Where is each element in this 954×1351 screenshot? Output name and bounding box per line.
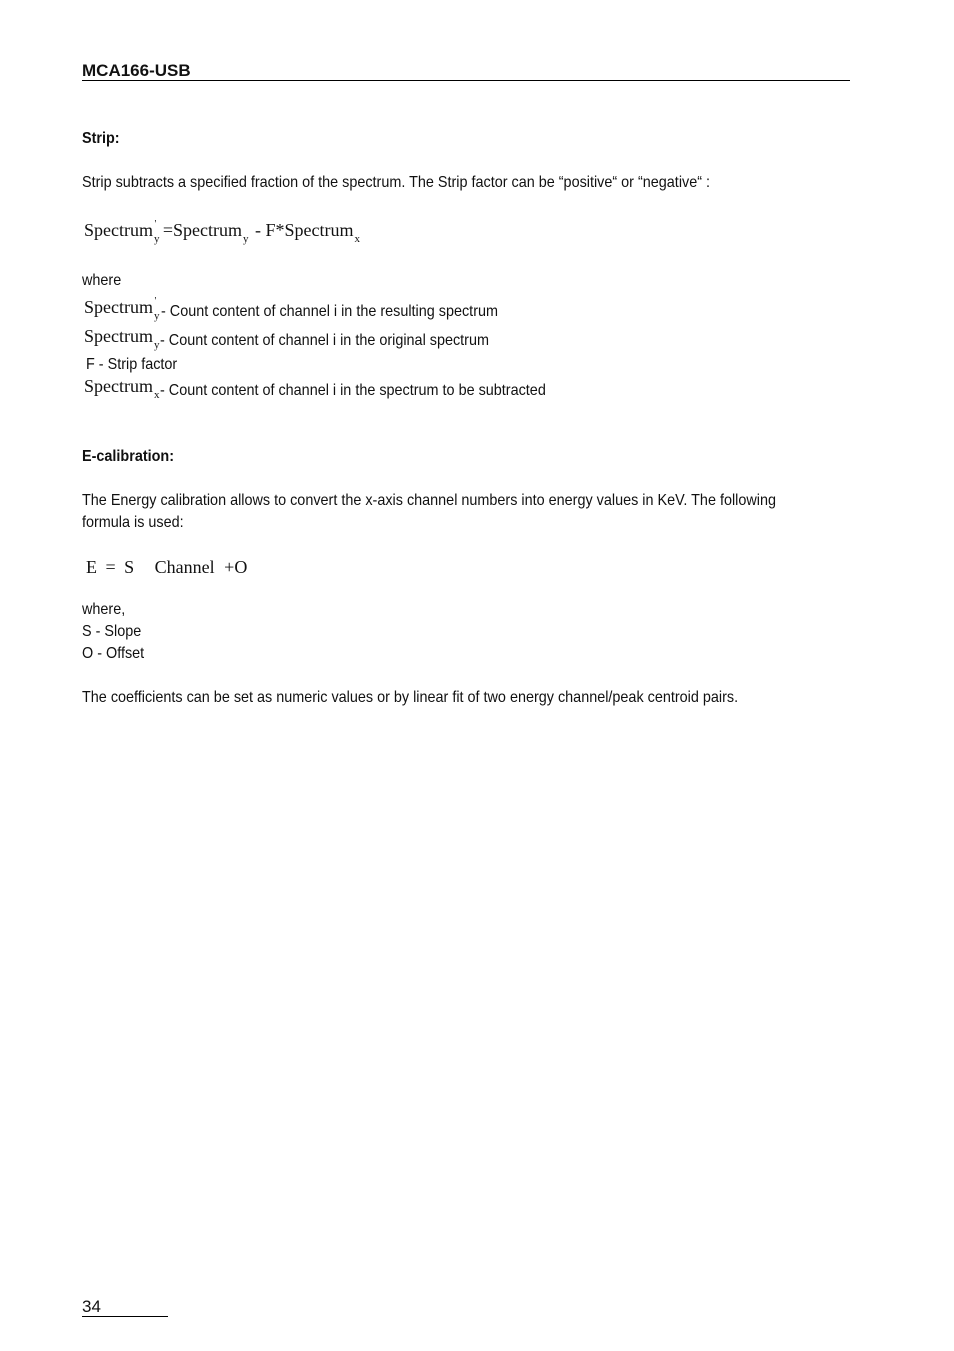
- strip-definition-3: F - Strip factor: [86, 356, 178, 373]
- ecal-intro-line1: The Energy calibration allows to convert the x-axis channel numbers into energy values in KeV. The following: [82, 492, 776, 509]
- definition-text: - Count content of channel i in the original spectrum: [159, 332, 489, 349]
- ecal-def-slope: S - Slope: [82, 623, 142, 640]
- formula-lhs-sup: ': [154, 219, 157, 230]
- ecal-def-offset: O - Offset: [82, 645, 145, 662]
- strip-heading: Strip:: [82, 130, 120, 147]
- formula-o: O: [234, 557, 248, 577]
- strip-intro: Strip subtracts a specified fraction of the spectrum. The Strip factor can be “positive“ or “negative“ :: [82, 174, 711, 191]
- strip-definition-4: [84, 375, 589, 400]
- ecal-note: The coefficients can be set as numeric values or by linear fit of two energy channel/peak centroid pairs.: [82, 689, 739, 706]
- definition-symbol: Spectrum: [84, 326, 153, 346]
- definition-symbol: Spectrum: [84, 376, 153, 396]
- ecal-where: where,: [82, 601, 126, 618]
- formula-equals: =: [162, 220, 173, 240]
- formula-channel: Channel: [154, 557, 215, 577]
- formula-factor: F: [265, 220, 276, 240]
- definition-symbol-sub: y: [154, 339, 160, 351]
- formula-lhs-sub: y: [154, 233, 160, 245]
- page-header-title: MCA166-USB: [82, 61, 191, 80]
- ecal-intro-line2: formula is used:: [82, 514, 184, 531]
- page-number: 34: [82, 1297, 101, 1316]
- header-rule: [82, 80, 850, 81]
- formula-equals: =: [105, 557, 116, 577]
- formula-s: S: [124, 557, 135, 577]
- ecal-formula: [86, 556, 247, 578]
- formula-term2-sub: x: [354, 233, 360, 245]
- strip-definition-2: [84, 325, 526, 350]
- formula-star: *: [275, 220, 285, 240]
- strip-formula: [84, 219, 360, 245]
- definition-text: - Count content of channel i in the resulting spectrum: [160, 303, 498, 320]
- definition-symbol: Spectrum: [84, 297, 153, 317]
- formula-e: E: [86, 557, 97, 577]
- formula-term1-sub: y: [242, 233, 249, 245]
- formula-term2: Spectrum: [284, 220, 354, 240]
- ecal-heading: E-calibration:: [82, 448, 175, 465]
- definition-text: - Count content of channel i in the spectrum to be subtracted: [159, 382, 546, 399]
- footer-rule: [82, 1316, 168, 1317]
- formula-lhs: Spectrum: [84, 220, 153, 240]
- formula-minus: -: [254, 220, 261, 240]
- definition-symbol-sup: ': [154, 296, 157, 307]
- formula-term1: Spectrum: [172, 220, 242, 240]
- strip-where: where: [82, 272, 122, 289]
- definition-symbol-sub: x: [154, 389, 160, 401]
- formula-plus: +: [224, 557, 235, 577]
- definition-symbol-sub: y: [154, 310, 160, 322]
- strip-definition-1: [84, 296, 535, 322]
